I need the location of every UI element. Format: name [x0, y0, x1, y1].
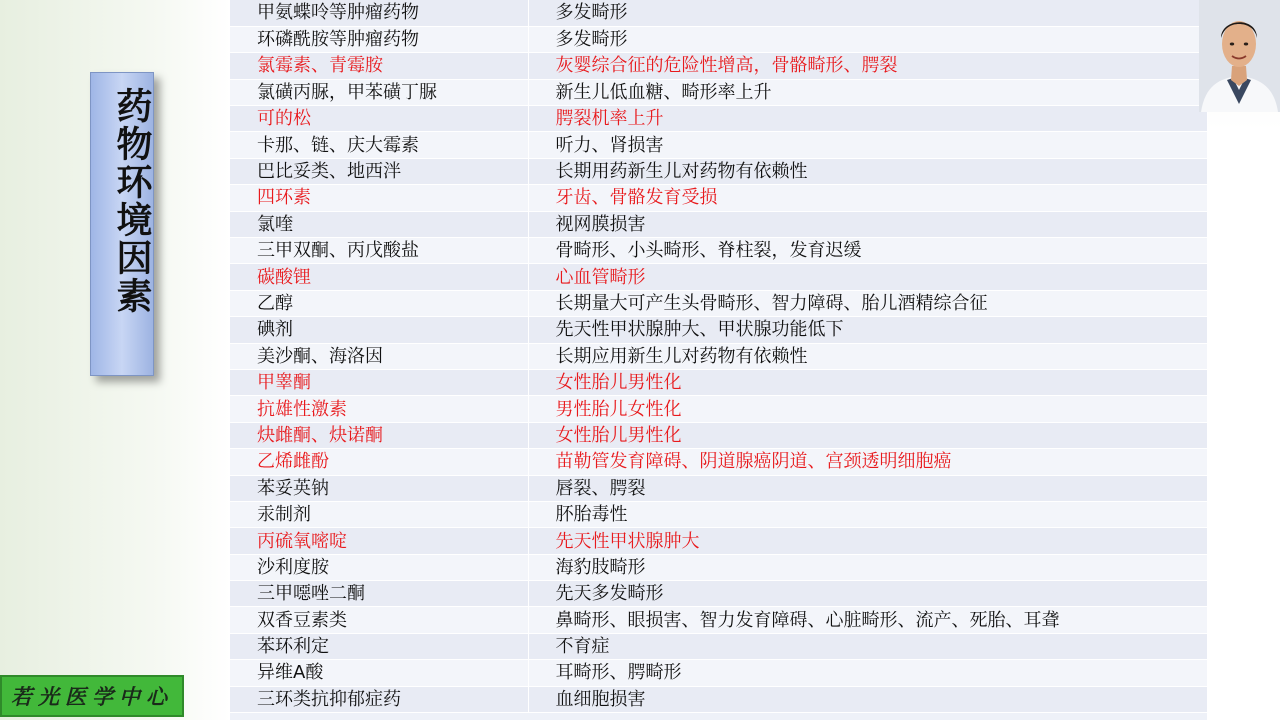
table-row [230, 633, 1207, 659]
table-row [230, 554, 1207, 580]
table-row [230, 343, 1207, 369]
drug-name-cell: 沙利度胺 [230, 554, 528, 580]
drug-name-cell: 异维A酸 [230, 660, 528, 686]
drug-name-cell: 碘剂 [230, 317, 528, 343]
drug-effect-cell: 腭裂机率上升 [528, 106, 1207, 132]
drug-table-body [230, 0, 1207, 713]
drug-name-cell: 卡那、链、庆大霉素 [230, 132, 528, 158]
table-row [230, 0, 1207, 26]
table-row [230, 185, 1207, 211]
drug-name-cell: 乙醇 [230, 290, 528, 316]
drug-name-cell: 氯霉素、青霉胺 [230, 53, 528, 79]
presenter-photo [1199, 0, 1280, 112]
drug-effect-cell: 长期量大可产生头骨畸形、智力障碍、胎儿酒精综合征 [528, 290, 1207, 316]
drug-effect-cell: 长期应用新生儿对药物有依赖性 [528, 343, 1207, 369]
drug-name-cell: 三甲噁唑二酮 [230, 581, 528, 607]
drug-effect-cell: 视网膜损害 [528, 211, 1207, 237]
drug-effect-cell: 肧胎毒性 [528, 501, 1207, 527]
table-row [230, 660, 1207, 686]
logo-text: 若光医学中心 [11, 684, 173, 709]
table-row [230, 53, 1207, 79]
drug-effect-cell: 血细胞损害 [528, 686, 1207, 712]
table-row [230, 317, 1207, 343]
table-row [230, 369, 1207, 395]
drug-effect-cell: 耳畸形、腭畸形 [528, 660, 1207, 686]
drug-name-cell: 丙硫氧嘧啶 [230, 528, 528, 554]
drug-name-cell: 四环素 [230, 185, 528, 211]
drug-effect-cell: 女性胎儿男性化 [528, 422, 1207, 448]
drug-effect-cell: 男性胎儿女性化 [528, 396, 1207, 422]
drug-effect-cell: 女性胎儿男性化 [528, 369, 1207, 395]
drug-effect-cell: 长期用药新生儿对药物有依赖性 [528, 158, 1207, 184]
drug-effects-table [230, 0, 1208, 713]
drug-effect-cell: 多发畸形 [528, 26, 1207, 52]
table-row [230, 475, 1207, 501]
table-row [230, 396, 1207, 422]
drug-name-cell: 碳酸锂 [230, 264, 528, 290]
drug-effect-cell: 鼻畸形、眼损害、智力发育障碍、心脏畸形、流产、死胎、耳聋 [528, 607, 1207, 633]
drug-name-cell: 氯磺丙脲，甲苯磺丁脲 [230, 79, 528, 105]
drug-effect-cell: 新生儿低血糖、畸形率上升 [528, 79, 1207, 105]
drug-name-cell: 汞制剂 [230, 501, 528, 527]
drug-name-cell: 环磷酰胺等肿瘤药物 [230, 26, 528, 52]
drug-effect-cell: 灰婴综合征的危险性增高，骨骼畸形、腭裂 [528, 53, 1207, 79]
drug-name-cell: 三甲双酮、丙戊酸盐 [230, 238, 528, 264]
table-row [230, 290, 1207, 316]
table-row [230, 449, 1207, 475]
side-title-box [90, 72, 154, 376]
table-row [230, 211, 1207, 237]
table-row [230, 528, 1207, 554]
drug-effect-cell: 听力、肾损害 [528, 132, 1207, 158]
side-title: 药物环境因素 [111, 87, 153, 315]
drug-effect-cell: 多发畸形 [528, 0, 1207, 26]
drug-effect-cell: 先天多发畸形 [528, 581, 1207, 607]
drug-name-cell: 双香豆素类 [230, 607, 528, 633]
table-row [230, 158, 1207, 184]
drug-name-cell: 氯喹 [230, 211, 528, 237]
table-row [230, 26, 1207, 52]
drug-effect-cell: 先天性甲状腺肿大、甲状腺功能低下 [528, 317, 1207, 343]
table-row [230, 238, 1207, 264]
drug-name-cell: 炔雌酮、炔诺酮 [230, 422, 528, 448]
drug-effect-cell: 先天性甲状腺肿大 [528, 528, 1207, 554]
drug-name-cell: 苯妥英钠 [230, 475, 528, 501]
drug-name-cell: 甲睾酮 [230, 369, 528, 395]
drug-effect-cell: 骨畸形、小头畸形、脊柱裂，发育迟缓 [528, 238, 1207, 264]
person-portrait-icon [1199, 0, 1280, 112]
drug-name-cell: 乙烯雌酚 [230, 449, 528, 475]
drug-name-cell: 美沙酮、海洛因 [230, 343, 528, 369]
drug-effect-cell: 牙齿、骨骼发育受损 [528, 185, 1207, 211]
table-row [230, 264, 1207, 290]
drug-effect-cell: 苗勒管发育障碍、阴道腺癌阴道、宫颈透明细胞癌 [528, 449, 1207, 475]
drug-effect-cell: 海豹肢畸形 [528, 554, 1207, 580]
drug-effect-cell: 不育症 [528, 633, 1207, 659]
drug-name-cell: 可的松 [230, 106, 528, 132]
drug-effect-cell: 唇裂、腭裂 [528, 475, 1207, 501]
table-row [230, 422, 1207, 448]
table-row [230, 686, 1207, 712]
drug-name-cell: 巴比妥类、地西泮 [230, 158, 528, 184]
drug-name-cell: 抗雄性激素 [230, 396, 528, 422]
table-row [230, 607, 1207, 633]
table-row [230, 132, 1207, 158]
drug-effect-cell: 心血管畸形 [528, 264, 1207, 290]
table-row [230, 79, 1207, 105]
drug-name-cell: 苯环利定 [230, 633, 528, 659]
drug-table-container [230, 0, 1207, 720]
medical-center-logo [0, 675, 184, 717]
drug-name-cell: 三环类抗抑郁症药 [230, 686, 528, 712]
table-row [230, 106, 1207, 132]
table-row [230, 501, 1207, 527]
drug-name-cell: 甲氨蝶呤等肿瘤药物 [230, 0, 528, 26]
table-row [230, 581, 1207, 607]
